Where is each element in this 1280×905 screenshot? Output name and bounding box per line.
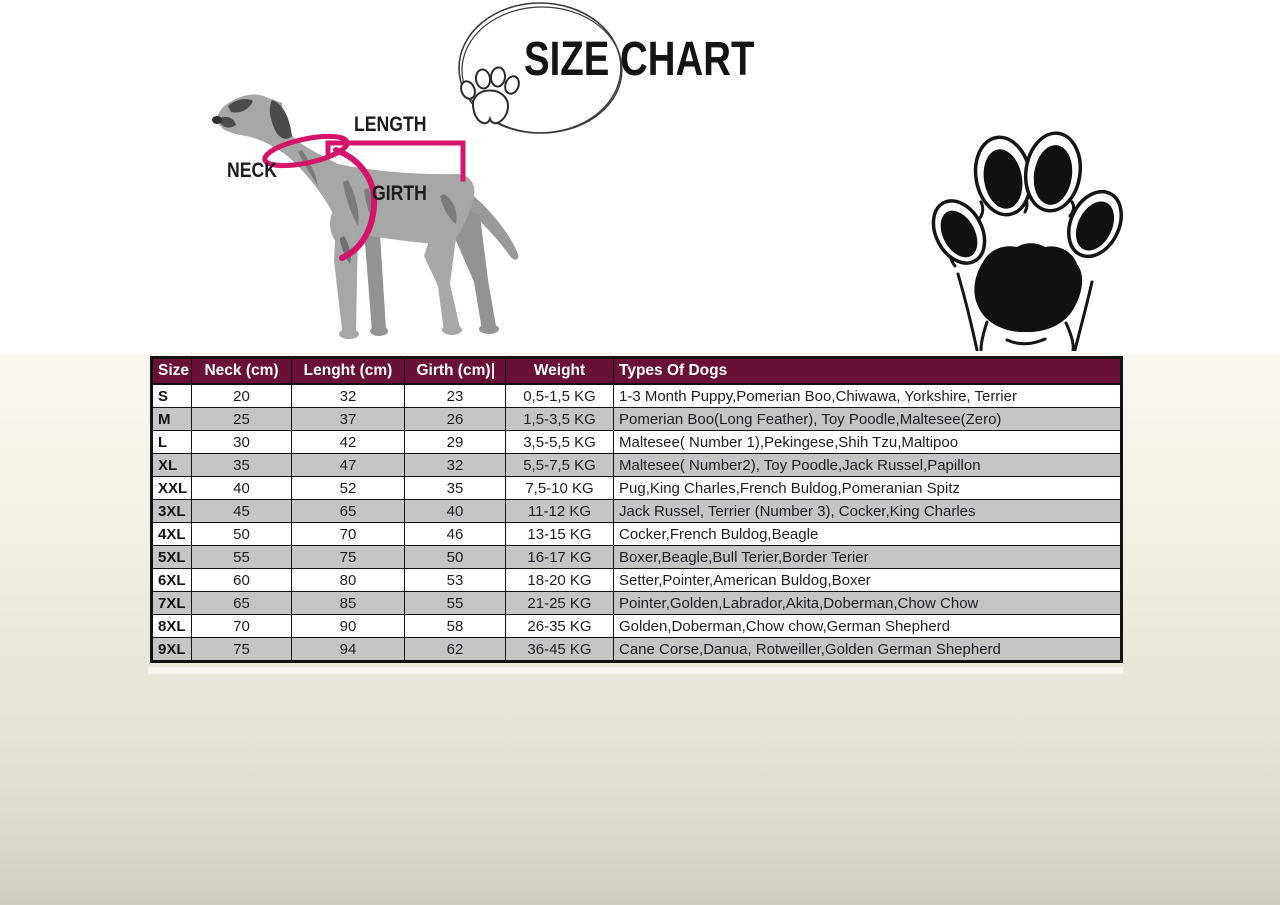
- table-row: [152, 523, 1122, 546]
- cell-girth: 58: [405, 615, 506, 638]
- cell-weight: 26-35 KG: [506, 615, 614, 638]
- cell-types: Pomerian Boo(Long Feather), Toy Poodle,Maltesee(Zero): [614, 408, 1122, 431]
- table-under-strip: [148, 667, 1123, 674]
- cell-lenght: 94: [292, 638, 405, 662]
- cell-weight: 21-25 KG: [506, 592, 614, 615]
- header-lenght: Lenght (cm): [292, 358, 405, 385]
- cell-weight: 16-17 KG: [506, 546, 614, 569]
- cell-types: Cane Corse,Danua, Rotweiller,Golden German Shepherd: [614, 638, 1122, 662]
- table-row: [152, 592, 1122, 615]
- cell-weight: 18-20 KG: [506, 569, 614, 592]
- header-size: Size: [152, 358, 192, 385]
- cell-size: XL: [152, 454, 192, 477]
- cell-types: Setter,Pointer,American Buldog,Boxer: [614, 569, 1122, 592]
- table-row: [152, 638, 1122, 662]
- cell-girth: 32: [405, 454, 506, 477]
- cell-types: Jack Russel, Terrier (Number 3), Cocker,King Charles: [614, 500, 1122, 523]
- cell-types: Pointer,Golden,Labrador,Akita,Doberman,Chow Chow: [614, 592, 1122, 615]
- cell-lenght: 42: [292, 431, 405, 454]
- table-row: [152, 569, 1122, 592]
- cell-weight: 11-12 KG: [506, 500, 614, 523]
- cell-neck: 65: [192, 592, 292, 615]
- cell-size: XXL: [152, 477, 192, 500]
- cell-lenght: 90: [292, 615, 405, 638]
- header-girth-label: Girth (cm): [416, 362, 491, 379]
- table-body: [152, 384, 1122, 662]
- cell-size: 8XL: [152, 615, 192, 638]
- size-chart-table: [150, 356, 1123, 663]
- paw-icon: [925, 126, 1125, 351]
- table-row: [152, 454, 1122, 477]
- cell-size: 5XL: [152, 546, 192, 569]
- cell-neck: 40: [192, 477, 292, 500]
- cell-lenght: 75: [292, 546, 405, 569]
- cell-size: S: [152, 384, 192, 408]
- girth-label: GIRTH: [372, 182, 427, 205]
- cell-lenght: 37: [292, 408, 405, 431]
- table-row: [152, 477, 1122, 500]
- cell-girth: 53: [405, 569, 506, 592]
- neck-label: NECK: [227, 159, 277, 182]
- cell-girth: 50: [405, 546, 506, 569]
- cell-weight: 3,5-5,5 KG: [506, 431, 614, 454]
- header-weight: Weight: [506, 358, 614, 385]
- cell-types: Golden,Doberman,Chow chow,German Shepherd: [614, 615, 1122, 638]
- cell-weight: 36-45 KG: [506, 638, 614, 662]
- cell-types: Boxer,Beagle,Bull Terier,Border Terier: [614, 546, 1122, 569]
- header-neck: Neck (cm): [192, 358, 292, 385]
- cell-neck: 30: [192, 431, 292, 454]
- cell-lenght: 70: [292, 523, 405, 546]
- cell-types: 1-3 Month Puppy,Pomerian Boo,Chiwawa, Yorkshire, Terrier: [614, 384, 1122, 408]
- cell-lenght: 65: [292, 500, 405, 523]
- cell-girth: 23: [405, 384, 506, 408]
- cell-neck: 60: [192, 569, 292, 592]
- table-row: [152, 431, 1122, 454]
- cell-types: Maltesee( Number 1),Pekingese,Shih Tzu,Maltipoo: [614, 431, 1122, 454]
- table-row: [152, 615, 1122, 638]
- table-row: [152, 546, 1122, 569]
- cell-lenght: 52: [292, 477, 405, 500]
- table-header-row: [152, 358, 1122, 385]
- cell-size: 7XL: [152, 592, 192, 615]
- page-title: SIZE CHART: [524, 33, 755, 86]
- cell-lenght: 85: [292, 592, 405, 615]
- text-cursor: [492, 363, 494, 379]
- cell-lenght: 80: [292, 569, 405, 592]
- header-types: Types Of Dogs: [614, 358, 1122, 385]
- cell-girth: 29: [405, 431, 506, 454]
- cell-girth: 35: [405, 477, 506, 500]
- table-header: [152, 358, 1122, 385]
- cell-neck: 25: [192, 408, 292, 431]
- cell-size: 4XL: [152, 523, 192, 546]
- cell-types: Cocker,French Buldog,Beagle: [614, 523, 1122, 546]
- cell-types: Pug,King Charles,French Buldog,Pomeranian Spitz: [614, 477, 1122, 500]
- cell-weight: 0,5-1,5 KG: [506, 384, 614, 408]
- cell-size: 9XL: [152, 638, 192, 662]
- cell-lenght: 32: [292, 384, 405, 408]
- cell-size: 6XL: [152, 569, 192, 592]
- cell-girth: 62: [405, 638, 506, 662]
- table-row: [152, 408, 1122, 431]
- cell-weight: 7,5-10 KG: [506, 477, 614, 500]
- cell-neck: 50: [192, 523, 292, 546]
- cell-types: Maltesee( Number2), Toy Poodle,Jack Russel,Papillon: [614, 454, 1122, 477]
- cell-girth: 46: [405, 523, 506, 546]
- length-label: LENGTH: [354, 113, 427, 136]
- cell-neck: 70: [192, 615, 292, 638]
- header-girth: [405, 358, 506, 385]
- cell-girth: 55: [405, 592, 506, 615]
- cell-girth: 26: [405, 408, 506, 431]
- cell-weight: 13-15 KG: [506, 523, 614, 546]
- cell-weight: 1,5-3,5 KG: [506, 408, 614, 431]
- cell-neck: 35: [192, 454, 292, 477]
- cell-size: M: [152, 408, 192, 431]
- cell-neck: 45: [192, 500, 292, 523]
- cell-lenght: 47: [292, 454, 405, 477]
- cell-neck: 55: [192, 546, 292, 569]
- table-row: [152, 384, 1122, 408]
- cell-size: 3XL: [152, 500, 192, 523]
- cell-size: L: [152, 431, 192, 454]
- cell-weight: 5,5-7,5 KG: [506, 454, 614, 477]
- cell-girth: 40: [405, 500, 506, 523]
- cell-neck: 20: [192, 384, 292, 408]
- cell-neck: 75: [192, 638, 292, 662]
- table-row: [152, 500, 1122, 523]
